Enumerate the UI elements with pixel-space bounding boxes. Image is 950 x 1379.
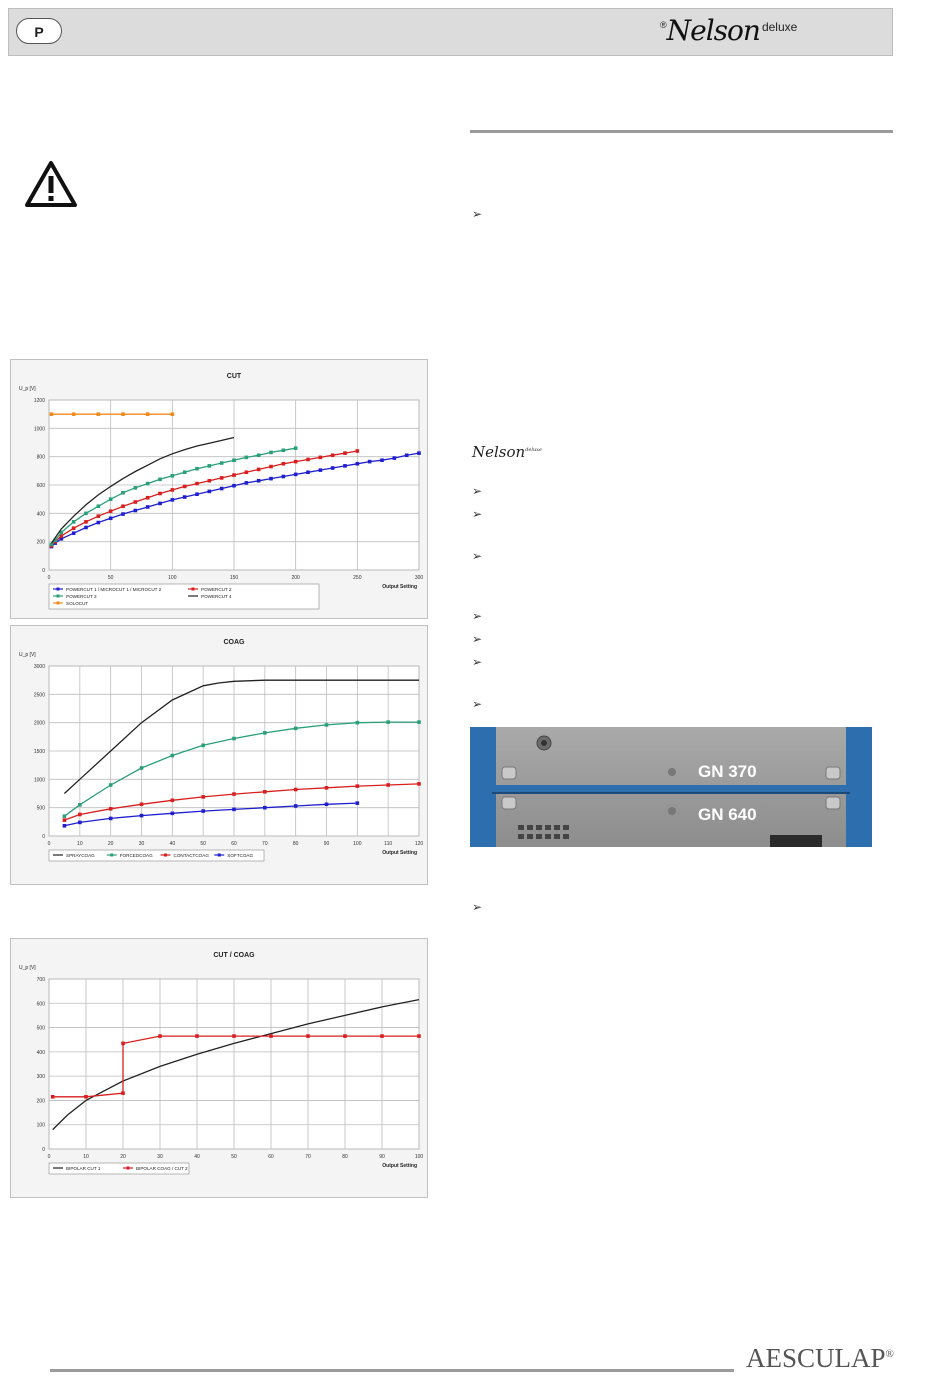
data-point xyxy=(158,492,162,496)
x-tick-label: 20 xyxy=(120,1154,126,1160)
x-tick-label: 50 xyxy=(107,575,114,581)
y-tick-label: 700 xyxy=(36,977,45,983)
chart-coag-panel xyxy=(10,625,428,885)
legend-entry: POWERCUT 3 xyxy=(66,593,97,599)
data-point xyxy=(220,487,224,491)
legend-entry: BIPOLAR CUT 1 xyxy=(66,1165,101,1171)
data-point xyxy=(417,1034,421,1038)
legend-marker xyxy=(57,588,60,591)
x-axis-label: Output Setting xyxy=(382,1163,417,1169)
y-axis-label: U_p [V] xyxy=(19,965,36,971)
data-point xyxy=(201,744,205,748)
data-point xyxy=(306,458,310,462)
data-point xyxy=(294,460,298,464)
x-axis-label: Output Setting xyxy=(382,584,417,590)
data-point xyxy=(121,1091,125,1095)
brand-logo xyxy=(660,14,797,54)
x-tick-label: 150 xyxy=(229,575,239,581)
data-point xyxy=(343,451,347,455)
data-point xyxy=(232,737,236,741)
y-tick-label: 1500 xyxy=(33,749,45,755)
data-point xyxy=(393,456,397,460)
x-tick-label: 30 xyxy=(157,1154,163,1160)
data-point xyxy=(269,451,273,455)
x-tick-label: 90 xyxy=(323,841,330,847)
legend-entry: POWERCUT 2 xyxy=(201,586,232,592)
data-point xyxy=(331,466,335,470)
chart-cut-coag xyxy=(11,939,427,1197)
data-point xyxy=(356,784,360,788)
y-tick-label: 3000 xyxy=(33,664,45,670)
legend-entry: SOFTCOAG xyxy=(227,852,254,858)
data-point xyxy=(282,475,286,479)
device-label-gn370: GN 370 xyxy=(698,762,757,781)
x-tick-label: 100 xyxy=(353,841,362,847)
legend-entry: CONTACTCOAG xyxy=(173,852,209,858)
data-point xyxy=(257,479,261,483)
data-point xyxy=(356,801,360,805)
chart-cut xyxy=(11,360,427,618)
data-point xyxy=(257,468,261,472)
legend-marker xyxy=(192,588,195,591)
data-point xyxy=(331,453,335,457)
y-tick-label: 400 xyxy=(36,511,45,518)
nelson-small-name: Nelson xyxy=(472,443,526,461)
legend-entry: SOLOCUT xyxy=(66,600,89,606)
x-tick-label: 10 xyxy=(83,1154,89,1160)
data-point xyxy=(294,727,298,731)
y-tick-label: 200 xyxy=(36,539,45,546)
data-point xyxy=(171,474,175,478)
x-tick-label: 0 xyxy=(47,1154,51,1160)
data-point xyxy=(195,492,199,496)
data-point xyxy=(294,804,298,808)
data-point xyxy=(158,478,162,482)
data-point xyxy=(201,809,205,813)
x-tick-label: 50 xyxy=(231,1154,237,1160)
x-tick-label: 0 xyxy=(47,841,51,847)
data-point xyxy=(109,807,113,811)
data-point xyxy=(245,456,249,460)
data-point xyxy=(121,491,125,495)
data-point xyxy=(84,512,88,516)
data-point xyxy=(294,788,298,792)
data-point xyxy=(343,464,347,468)
device-photo xyxy=(470,727,872,847)
data-point xyxy=(146,412,150,416)
x-tick-label: 100 xyxy=(414,1154,424,1160)
y-tick-label: 200 xyxy=(36,1098,45,1105)
x-axis-label: Output Setting xyxy=(382,850,417,856)
data-point xyxy=(109,497,113,501)
y-tick-label: 0 xyxy=(42,1147,45,1153)
legend-marker xyxy=(164,854,167,857)
data-point xyxy=(72,531,76,535)
data-point xyxy=(232,484,236,488)
data-point xyxy=(325,786,329,790)
data-point xyxy=(263,731,267,735)
data-point xyxy=(146,505,150,509)
data-point xyxy=(306,470,310,474)
data-point xyxy=(97,504,101,508)
footer-rule xyxy=(50,1369,734,1372)
data-point xyxy=(171,498,175,502)
x-tick-label: 0 xyxy=(47,575,51,581)
x-tick-label: 100 xyxy=(168,575,177,581)
brand-registered-mark: ® xyxy=(660,20,667,30)
data-point xyxy=(263,806,267,810)
legend-marker xyxy=(127,1167,130,1170)
x-tick-label: 300 xyxy=(414,575,424,581)
data-point xyxy=(356,721,360,725)
chart-cut-coag-panel xyxy=(10,938,428,1198)
data-point xyxy=(356,462,360,466)
data-point xyxy=(171,812,175,816)
arrowhead-bullet-icon: ➢ xyxy=(472,484,483,498)
data-point xyxy=(72,526,76,530)
data-point xyxy=(208,490,212,494)
data-point xyxy=(208,464,212,468)
y-tick-label: 1000 xyxy=(33,426,45,433)
data-point xyxy=(386,783,390,787)
arrowhead-bullet-icon: ➢ xyxy=(472,207,483,221)
section-rule xyxy=(470,130,893,133)
y-tick-label: 0 xyxy=(42,834,45,840)
data-point xyxy=(232,1034,236,1038)
device-stack-illustration xyxy=(470,727,872,847)
data-point xyxy=(208,479,212,483)
arrowhead-bullet-icon: ➢ xyxy=(472,507,483,521)
legend-entry: POWERCUT 1 / MICROCUT 1 / MICROCUT 2 xyxy=(66,586,162,592)
arrowhead-bullet-icon: ➢ xyxy=(472,549,483,563)
data-point xyxy=(121,412,125,416)
data-point xyxy=(134,500,138,504)
y-tick-label: 500 xyxy=(36,805,45,812)
x-tick-label: 200 xyxy=(291,575,300,581)
data-point xyxy=(140,814,144,818)
data-point xyxy=(417,782,421,786)
data-point xyxy=(269,477,273,481)
data-point xyxy=(294,446,298,450)
data-point xyxy=(325,802,329,806)
data-point xyxy=(269,465,273,469)
data-point xyxy=(121,504,125,508)
data-point xyxy=(50,543,54,547)
x-tick-label: 40 xyxy=(169,841,176,847)
data-point xyxy=(84,1095,88,1099)
data-point xyxy=(195,482,199,486)
data-point xyxy=(78,813,82,817)
y-tick-label: 0 xyxy=(42,568,45,574)
legend-marker xyxy=(218,854,221,857)
data-point xyxy=(405,453,409,457)
data-point xyxy=(134,509,138,513)
data-point xyxy=(386,720,390,724)
data-point xyxy=(269,1034,273,1038)
y-tick-label: 1200 xyxy=(33,398,45,404)
data-point xyxy=(245,470,249,474)
data-point xyxy=(263,790,267,794)
arrowhead-bullet-icon: ➢ xyxy=(472,632,483,646)
x-tick-label: 60 xyxy=(231,841,237,847)
arrowhead-bullet-icon: ➢ xyxy=(472,900,483,914)
chart-cut-panel xyxy=(10,359,428,619)
data-point xyxy=(51,1095,55,1099)
data-point xyxy=(220,476,224,480)
data-point xyxy=(368,460,372,464)
data-point xyxy=(380,458,384,462)
data-point xyxy=(171,799,175,803)
data-point xyxy=(84,526,88,530)
language-badge: P xyxy=(16,18,62,44)
data-point xyxy=(97,521,101,525)
data-point xyxy=(232,458,236,462)
x-tick-label: 120 xyxy=(414,841,424,847)
data-point xyxy=(417,451,421,455)
y-tick-label: 100 xyxy=(36,1122,45,1129)
data-point xyxy=(158,502,162,506)
data-point xyxy=(109,817,113,821)
y-axis-label: U_p [V] xyxy=(19,386,36,392)
brand-subtitle: deluxe xyxy=(761,20,798,34)
x-tick-label: 70 xyxy=(305,1154,311,1160)
x-tick-label: 60 xyxy=(268,1154,274,1160)
y-tick-label: 800 xyxy=(36,454,45,461)
data-point xyxy=(146,482,150,486)
y-tick-label: 500 xyxy=(36,1025,45,1032)
data-point xyxy=(201,795,205,799)
legend-marker xyxy=(57,602,60,605)
device-label-gn640: GN 640 xyxy=(698,805,757,824)
data-point xyxy=(380,1034,384,1038)
x-tick-label: 110 xyxy=(384,841,393,847)
data-point xyxy=(109,783,113,787)
y-tick-label: 400 xyxy=(36,1049,45,1056)
x-tick-label: 250 xyxy=(353,575,362,581)
data-point xyxy=(63,814,67,818)
data-point xyxy=(306,1034,310,1038)
data-point xyxy=(282,448,286,452)
x-tick-label: 50 xyxy=(200,841,206,847)
arrowhead-bullet-icon: ➢ xyxy=(472,655,483,669)
data-point xyxy=(72,520,76,524)
data-point xyxy=(84,520,88,524)
legend-entry: POWERCUT 4 xyxy=(201,593,232,599)
data-point xyxy=(109,516,113,520)
data-point xyxy=(245,481,249,485)
y-tick-label: 600 xyxy=(36,483,45,489)
chart-coag xyxy=(11,626,427,884)
y-tick-label: 2000 xyxy=(33,720,45,727)
data-point xyxy=(319,468,323,472)
data-point xyxy=(50,412,54,416)
data-point xyxy=(171,412,175,416)
data-point xyxy=(171,488,175,492)
y-axis-label: U_p [V] xyxy=(19,652,36,658)
data-point xyxy=(325,723,329,727)
legend-entry: BIPOLAR COAG / CUT 2 xyxy=(136,1165,188,1171)
data-point xyxy=(63,818,67,822)
data-point xyxy=(195,1034,199,1038)
legend-marker xyxy=(110,854,113,857)
arrowhead-bullet-icon: ➢ xyxy=(472,609,483,623)
footer-registered-mark: ® xyxy=(885,1348,894,1360)
x-tick-label: 90 xyxy=(379,1154,385,1160)
legend-entry: FORCEDCOAG xyxy=(119,852,153,858)
data-point xyxy=(78,803,82,807)
footer-brand xyxy=(746,1343,894,1374)
data-point xyxy=(232,473,236,477)
data-point xyxy=(97,514,101,518)
data-point xyxy=(183,495,187,499)
data-point xyxy=(158,1034,162,1038)
data-point xyxy=(319,456,323,460)
chart-title: CUT xyxy=(226,373,242,380)
chart-title: CUT / COAG xyxy=(213,952,255,959)
x-tick-label: 10 xyxy=(77,841,83,847)
y-tick-label: 600 xyxy=(36,1001,45,1008)
x-tick-label: 30 xyxy=(138,841,145,847)
brand-name: Nelson xyxy=(666,14,760,47)
y-tick-label: 2500 xyxy=(33,692,45,699)
data-point xyxy=(257,453,261,457)
nelson-small-logo xyxy=(472,443,542,461)
arrowhead-bullet-icon: ➢ xyxy=(472,697,483,711)
data-point xyxy=(282,462,286,466)
warning-triangle-icon xyxy=(24,160,78,208)
data-point xyxy=(232,808,236,812)
data-point xyxy=(356,449,360,453)
footer-brand-name: AESCULAP xyxy=(746,1343,886,1373)
legend-entry: SPRAYCOAG xyxy=(66,852,95,858)
data-point xyxy=(146,496,150,500)
data-point xyxy=(183,485,187,489)
data-point xyxy=(294,473,298,477)
data-point xyxy=(140,766,144,770)
data-point xyxy=(195,467,199,471)
x-tick-label: 80 xyxy=(342,1154,348,1160)
data-point xyxy=(121,1042,125,1046)
y-tick-label: 1000 xyxy=(33,777,45,784)
x-tick-label: 80 xyxy=(292,841,299,847)
data-point xyxy=(171,754,175,758)
nelson-small-sup: deluxe xyxy=(525,447,542,453)
data-point xyxy=(63,824,67,828)
data-point xyxy=(134,486,138,490)
data-point xyxy=(183,470,187,474)
data-point xyxy=(417,720,421,724)
data-point xyxy=(232,792,236,796)
data-point xyxy=(343,1034,347,1038)
data-point xyxy=(72,412,76,416)
legend-marker xyxy=(57,595,60,598)
x-tick-label: 70 xyxy=(262,841,268,847)
y-tick-label: 300 xyxy=(36,1074,45,1081)
data-point xyxy=(140,802,144,806)
x-tick-label: 20 xyxy=(107,841,114,847)
chart-title: COAG xyxy=(223,639,245,646)
data-point xyxy=(121,512,125,516)
data-point xyxy=(109,509,113,513)
x-tick-label: 40 xyxy=(194,1154,200,1160)
data-point xyxy=(78,821,82,825)
data-point xyxy=(220,461,224,465)
data-point xyxy=(97,412,101,416)
